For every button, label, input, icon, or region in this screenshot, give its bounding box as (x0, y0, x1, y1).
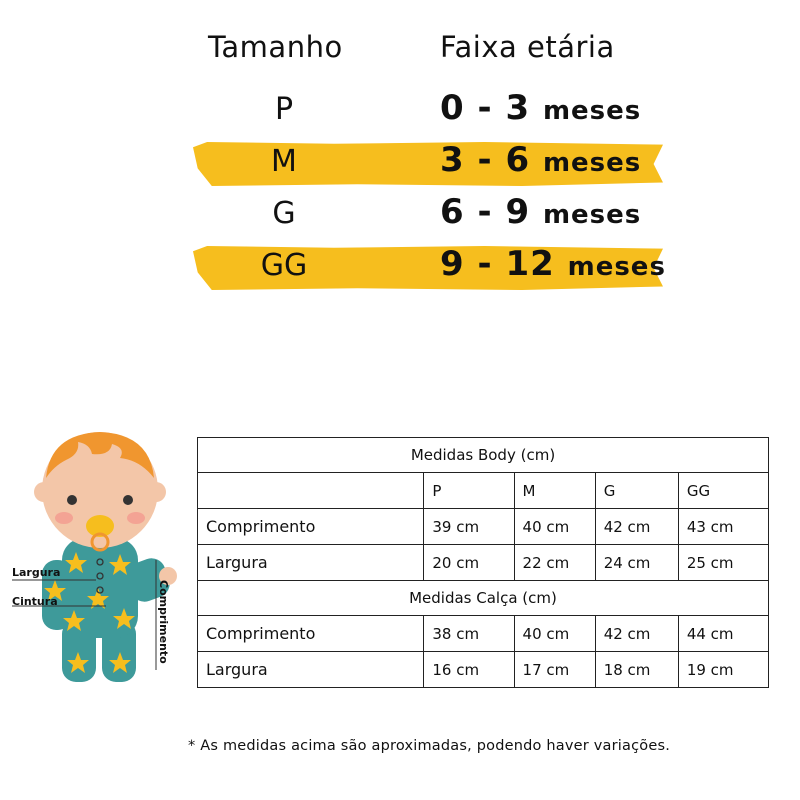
table-row (198, 652, 769, 688)
value-cell: 20 cm (424, 545, 514, 581)
value-cell: 42 cm (595, 616, 678, 652)
body-title: Medidas Body (cm) (198, 438, 769, 473)
label-cintura: Cintura (12, 595, 58, 608)
size-header-p: P (424, 473, 514, 509)
size-row-g (0, 190, 800, 242)
table-row (198, 616, 769, 652)
value-cell: 25 cm (678, 545, 768, 581)
value-cell: 39 cm (424, 509, 514, 545)
blank-cell (198, 473, 424, 509)
header-size: Tamanho (208, 30, 343, 64)
size-header-gg: GG (678, 473, 768, 509)
size-label: GG (260, 248, 308, 283)
value-cell: 19 cm (678, 652, 768, 688)
size-header-m: M (514, 473, 595, 509)
size-header-g: G (595, 473, 678, 509)
size-row-m (0, 138, 800, 190)
age-range: 0 - 3 meses (440, 88, 642, 128)
size-label: G (272, 196, 296, 231)
size-label: P (274, 92, 294, 127)
size-row-gg (0, 242, 800, 294)
value-cell: 38 cm (424, 616, 514, 652)
value-cell: 40 cm (514, 616, 595, 652)
table-row (198, 545, 769, 581)
value-cell: 17 cm (514, 652, 595, 688)
baby-onesie-icon (0, 420, 190, 690)
value-cell: 18 cm (595, 652, 678, 688)
row-label: Comprimento (198, 616, 424, 652)
label-largura: Largura (12, 566, 61, 579)
age-range: 3 - 6 meses (440, 140, 642, 180)
age-range: 6 - 9 meses (440, 192, 642, 232)
value-cell: 42 cm (595, 509, 678, 545)
age-range: 9 - 12 meses (440, 244, 666, 284)
eye-right (123, 495, 133, 505)
header-age: Faixa etária (440, 30, 615, 64)
row-label: Comprimento (198, 509, 424, 545)
label-comprimento: Comprimento (157, 580, 170, 664)
row-label: Largura (198, 652, 424, 688)
row-label: Largura (198, 545, 424, 581)
value-cell: 16 cm (424, 652, 514, 688)
value-cell: 24 cm (595, 545, 678, 581)
measurements-table (197, 437, 769, 688)
size-row-p (0, 86, 800, 138)
value-cell: 43 cm (678, 509, 768, 545)
pants-title: Medidas Calça (cm) (198, 581, 769, 616)
size-label: M (271, 144, 297, 179)
table-row (198, 509, 769, 545)
eye-left (67, 495, 77, 505)
value-cell: 22 cm (514, 545, 595, 581)
value-cell: 44 cm (678, 616, 768, 652)
value-cell: 40 cm (514, 509, 595, 545)
footnote: * As medidas acima são aproximadas, podendo haver variações. (188, 738, 671, 754)
size-age-table (0, 0, 800, 300)
